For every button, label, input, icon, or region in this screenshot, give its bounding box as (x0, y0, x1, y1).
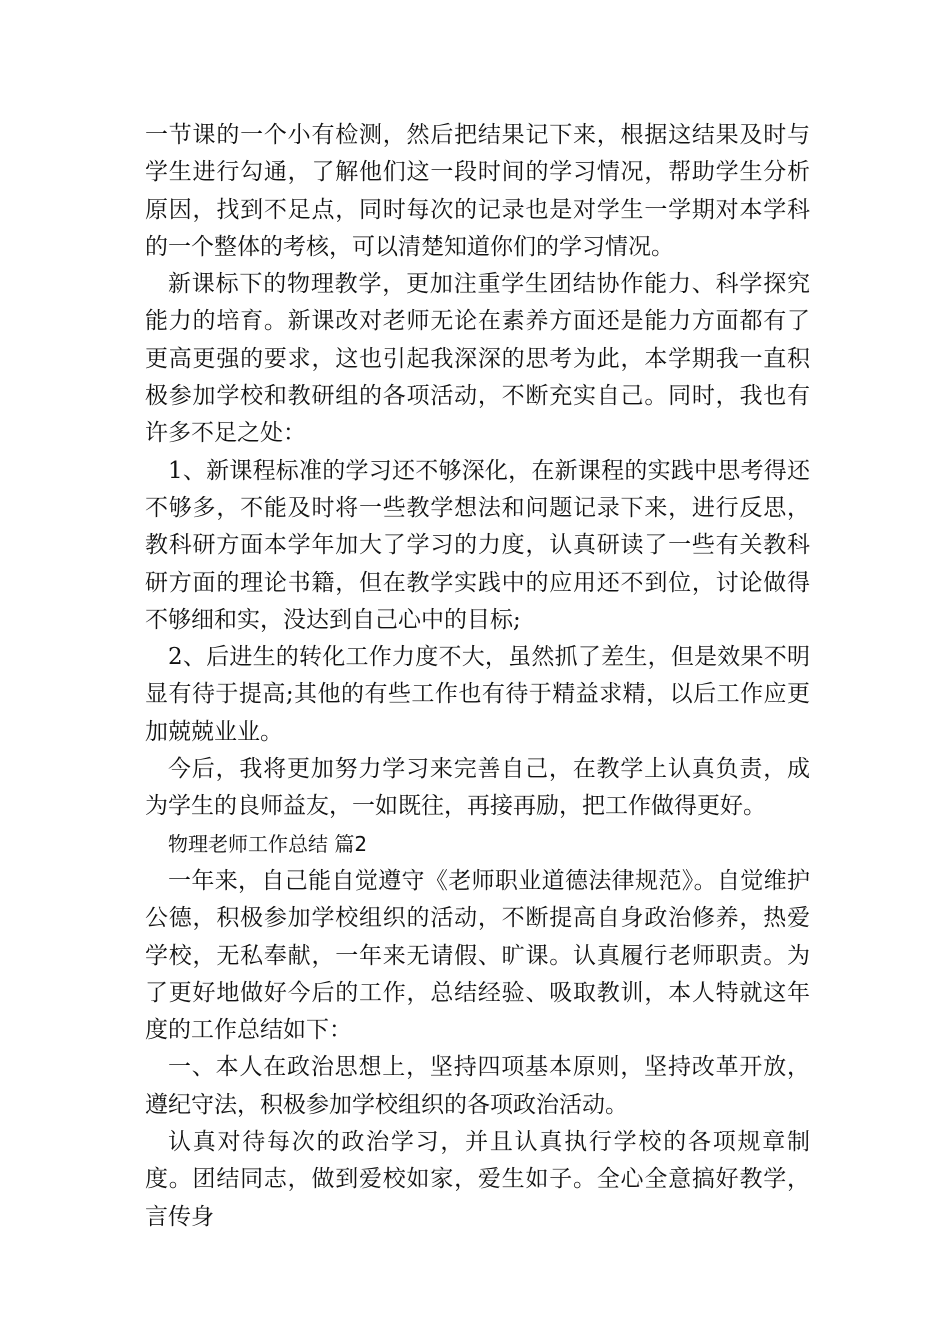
section-heading: 物理老师工作总结 篇2 (168, 831, 368, 856)
paragraph-7: 一、本人在政治思想上，坚持四项基本原则，坚持改革开放，遵纪守法，积极参加学校组织的各项政治活动。 (145, 1054, 810, 1118)
paragraph-3: 1、新课程标准的学习还不够深化，在新课程的实践中思考得还不够多，不能及时将一些教学想法和问题记录下来，进行反思，教科研方面本学年加大了学习的力度，认真研读了一些有关教科研方面的理论书籍，但在教学实践中的应用还不到位，讨论做得不够细和实，没达到自己心中的目标; (145, 457, 810, 633)
paragraph-1: 一节课的一个小有检测，然后把结果记下来，根据这结果及时与学生进行勾通，了解他们这一段时间的学习情况，帮助学生分析原因，找到不足点，同时每次的记录也是对学生一学期对本学科的一个整体的考核，可以清楚知道你们的学习情况。 (145, 122, 810, 260)
paragraph-8: 认真对待每次的政治学习，并且认真执行学校的各项规章制度。团结同志，做到爱校如家，爱生如子。全心全意搞好教学，言传身 (145, 1129, 810, 1230)
paragraph-5: 今后，我将更加努力学习来完善自己，在教学上认真负责，成为学生的良师益友，一如既往，再接再励，把工作做得更好。 (145, 756, 810, 820)
paragraph-2: 新课标下的物理教学，更加注重学生团结协作能力、科学探究能力的培育。新课改对老师无论在素养方面还是能力方面都有了更高更强的要求，这也引起我深深的思考为此，本学期我一直积极参加学校和教研组的各项活动，不断充实自己。同时，我也有许多不足之处： (145, 271, 810, 447)
paragraph-4: 2、后进生的转化工作力度不大，虽然抓了差生，但是效果不明显有待于提高;其他的有些工作也有待于精益求精，以后工作应更加兢兢业业。 (145, 644, 810, 745)
paragraph-6: 一年来，自己能自觉遵守《老师职业道德法律规范》。自觉维护公德，积极参加学校组织的活动，不断提高自身政治修养，热爱学校，无私奉献，一年来无请假、旷课。认真履行老师职责。为了更好地做好今后的工作，总结经验、吸取教训，本人特就这年度的工作总结如下： (145, 867, 810, 1044)
document-body (145, 117, 810, 1236)
